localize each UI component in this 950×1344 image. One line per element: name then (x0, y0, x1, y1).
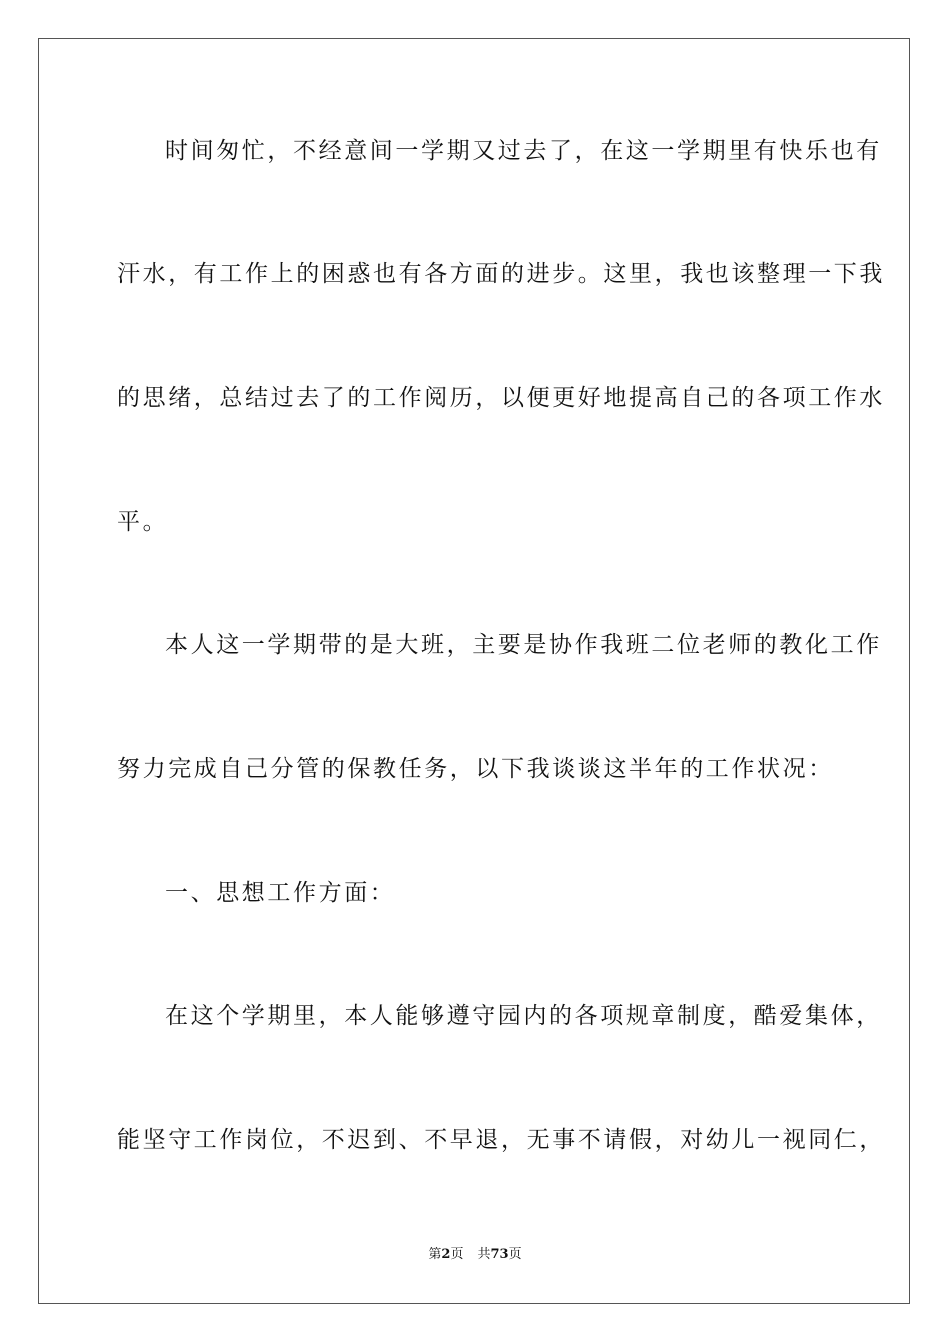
footer-total-prefix: 共 (477, 1247, 491, 1262)
paragraph-1-line-4: 平。 (117, 509, 169, 535)
section-heading-1: 一、思想工作方面： (165, 880, 396, 906)
footer-total-pages: 73 (490, 1247, 509, 1262)
paragraph-1-line-1: 时间匆忙，不经意间一学期又过去了，在这一学期里有快乐也有 (165, 138, 882, 164)
footer-page-suffix: 页 (450, 1247, 464, 1262)
page-border (38, 38, 910, 1304)
paragraph-2-line-1: 本人这一学期带的是大班，主要是协作我班二位老师的教化工作 (165, 632, 882, 658)
page-footer (0, 1247, 950, 1263)
paragraph-1-line-3: 的思绪，总结过去了的工作阅历，以便更好地提高自己的各项工作水 (117, 385, 885, 411)
footer-total-suffix: 页 (508, 1247, 522, 1262)
footer-page-prefix: 第 (428, 1247, 442, 1262)
paragraph-3-line-2: 能坚守工作岗位，不迟到、不早退，无事不请假，对幼儿一视同仁， (117, 1127, 885, 1153)
paragraph-3-line-1: 在这个学期里，本人能够遵守园内的各项规章制度，酷爱集体， (165, 1003, 882, 1029)
footer-page-number: 2 (441, 1247, 451, 1262)
paragraph-2-line-2: 努力完成自己分管的保教任务，以下我谈谈这半年的工作状况： (117, 756, 834, 782)
paragraph-1-line-2: 汗水，有工作上的困惑也有各方面的进步。这里，我也该整理一下我 (117, 261, 885, 287)
